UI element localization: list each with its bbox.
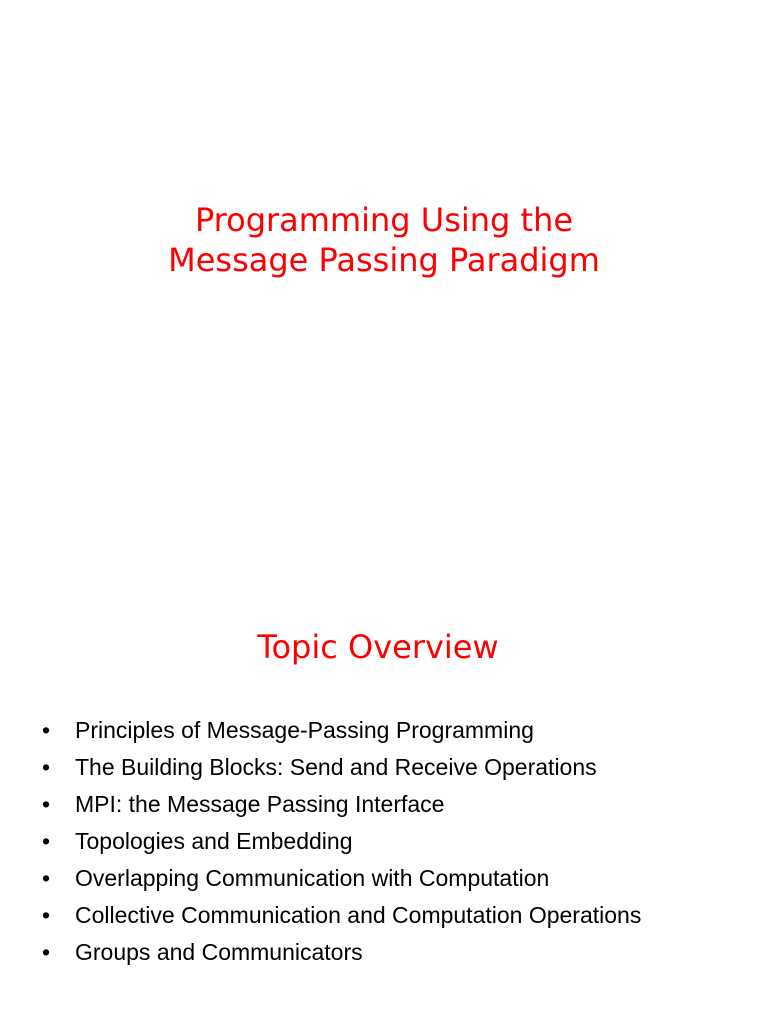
list-item bbox=[42, 934, 641, 971]
list-item-text: Groups and Communicators bbox=[75, 939, 363, 965]
bullet-icon: • bbox=[42, 754, 51, 780]
list-item bbox=[42, 897, 641, 934]
list-item-text: Principles of Message-Passing Programming bbox=[75, 717, 534, 743]
list-item bbox=[42, 712, 641, 749]
bullet-icon: • bbox=[42, 828, 51, 854]
list-item-text: Topologies and Embedding bbox=[75, 828, 353, 854]
topic-list bbox=[42, 712, 641, 971]
bullet-icon: • bbox=[42, 791, 51, 817]
bullet-icon: • bbox=[42, 902, 51, 928]
list-item-text: Overlapping Communication with Computation bbox=[75, 865, 550, 891]
bullet-icon: • bbox=[42, 717, 51, 743]
list-item bbox=[42, 823, 641, 860]
slide-title-line-1: Programming Using the bbox=[194, 201, 574, 239]
bullet-icon: • bbox=[42, 865, 51, 891]
slide-title bbox=[0, 200, 768, 280]
bullet-icon: • bbox=[42, 939, 51, 965]
slide-title-line-2: Message Passing Paradigm bbox=[168, 241, 600, 279]
list-item bbox=[42, 860, 641, 897]
list-item bbox=[42, 786, 641, 823]
list-item-text: Collective Communication and Computation Operations bbox=[75, 902, 642, 928]
list-item bbox=[42, 749, 641, 786]
list-item-text: The Building Blocks: Send and Receive Operations bbox=[75, 754, 597, 780]
topic-overview-heading: Topic Overview bbox=[257, 628, 499, 666]
list-item-text: MPI: the Message Passing Interface bbox=[75, 791, 445, 817]
